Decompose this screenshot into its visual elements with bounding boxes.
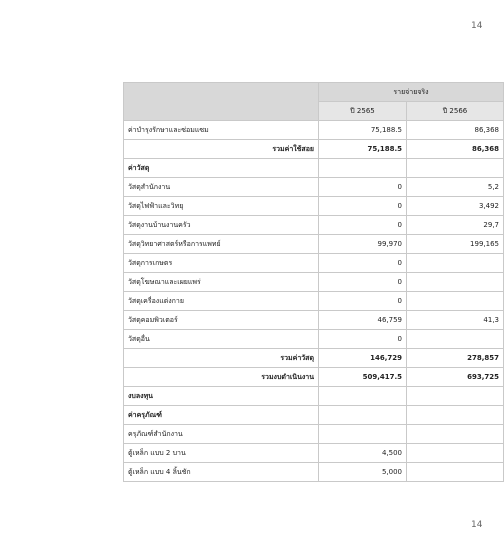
row-value-2566 [407,406,504,425]
header-year-2: ปี 2566 [407,102,504,121]
table-header-row [124,83,504,102]
row-value-2565: 146,729 [319,349,407,368]
row-value-2566: 86,368 [407,121,504,140]
row-value-2566 [407,463,504,482]
row-label: วัสดุสำนักงาน [124,178,319,197]
row-label: ค่าวัสดุ [124,159,319,178]
row-value-2566: 5,2 [407,178,504,197]
budget-table [123,82,504,482]
table-row [124,463,504,482]
row-value-2566 [407,159,504,178]
header-actual-expense: รายจ่ายจริง [319,83,504,102]
row-value-2566 [407,273,504,292]
table-row [124,254,504,273]
row-label: รวมค่าวัสดุ [124,349,319,368]
table-row [124,216,504,235]
row-value-2566 [407,444,504,463]
row-label: วัสดุอื่น [124,330,319,349]
page-number-top: 14 [471,21,483,31]
row-label: ตู้เหล็ก แบบ 2 บาน [124,444,319,463]
table-row [124,330,504,349]
row-value-2565 [319,387,407,406]
row-value-2566: 3,492 [407,197,504,216]
row-value-2565: 0 [319,216,407,235]
row-value-2566 [407,292,504,311]
table-row [124,273,504,292]
row-value-2566 [407,330,504,349]
table-row [124,368,504,387]
page-number-bottom: 14 [471,520,483,530]
row-label: รวมค่าใช้สอย [124,140,319,159]
row-label: วัสดุการเกษตร [124,254,319,273]
table-row [124,178,504,197]
row-value-2565: 99,970 [319,235,407,254]
row-value-2565: 0 [319,178,407,197]
row-value-2566: 86,368 [407,140,504,159]
row-value-2565 [319,159,407,178]
row-value-2565: 0 [319,292,407,311]
row-label: วัสดุโฆษณาและเผยแพร่ [124,273,319,292]
row-value-2565 [319,425,407,444]
table-row [124,349,504,368]
row-value-2565: 75,188.5 [319,140,407,159]
row-value-2565: 0 [319,273,407,292]
row-value-2566: 29,7 [407,216,504,235]
row-value-2565: 4,500 [319,444,407,463]
row-label: วัสดุคอมพิวเตอร์ [124,311,319,330]
row-label: ครุภัณฑ์สำนักงาน [124,425,319,444]
row-value-2566: 278,857 [407,349,504,368]
row-label: ค่าบำรุงรักษาและซ่อมแซม [124,121,319,140]
row-label: วัสดุไฟฟ้าและวิทยุ [124,197,319,216]
row-value-2565: 509,417.5 [319,368,407,387]
row-value-2565 [319,406,407,425]
table-row [124,406,504,425]
table-row [124,140,504,159]
row-value-2565: 46,759 [319,311,407,330]
row-value-2566: 41,3 [407,311,504,330]
row-label: ตู้เหล็ก แบบ 4 ลิ้นชัก [124,463,319,482]
row-value-2565: 0 [319,254,407,273]
table-row [124,235,504,254]
table-row [124,197,504,216]
row-value-2566 [407,254,504,273]
table-row [124,292,504,311]
row-label: วัสดุวิทยาศาสตร์หรือการแพทย์ [124,235,319,254]
row-label: งบลงทุน [124,387,319,406]
row-label: วัสดุงานบ้านงานครัว [124,216,319,235]
table-row [124,159,504,178]
row-value-2566: 199,165 [407,235,504,254]
table-row [124,121,504,140]
row-value-2565: 0 [319,330,407,349]
table-row [124,444,504,463]
row-value-2566 [407,387,504,406]
row-value-2565: 5,000 [319,463,407,482]
header-label-cell [124,83,319,121]
table-row [124,387,504,406]
table-row [124,425,504,444]
row-value-2566: 693,725 [407,368,504,387]
row-value-2565: 75,188.5 [319,121,407,140]
row-value-2565: 0 [319,197,407,216]
header-year-1: ปี 2565 [319,102,407,121]
row-label: วัสดุเครื่องแต่งกาย [124,292,319,311]
row-label: ค่าครุภัณฑ์ [124,406,319,425]
row-label: รวมงบดำเนินงาน [124,368,319,387]
table-row [124,311,504,330]
row-value-2566 [407,425,504,444]
